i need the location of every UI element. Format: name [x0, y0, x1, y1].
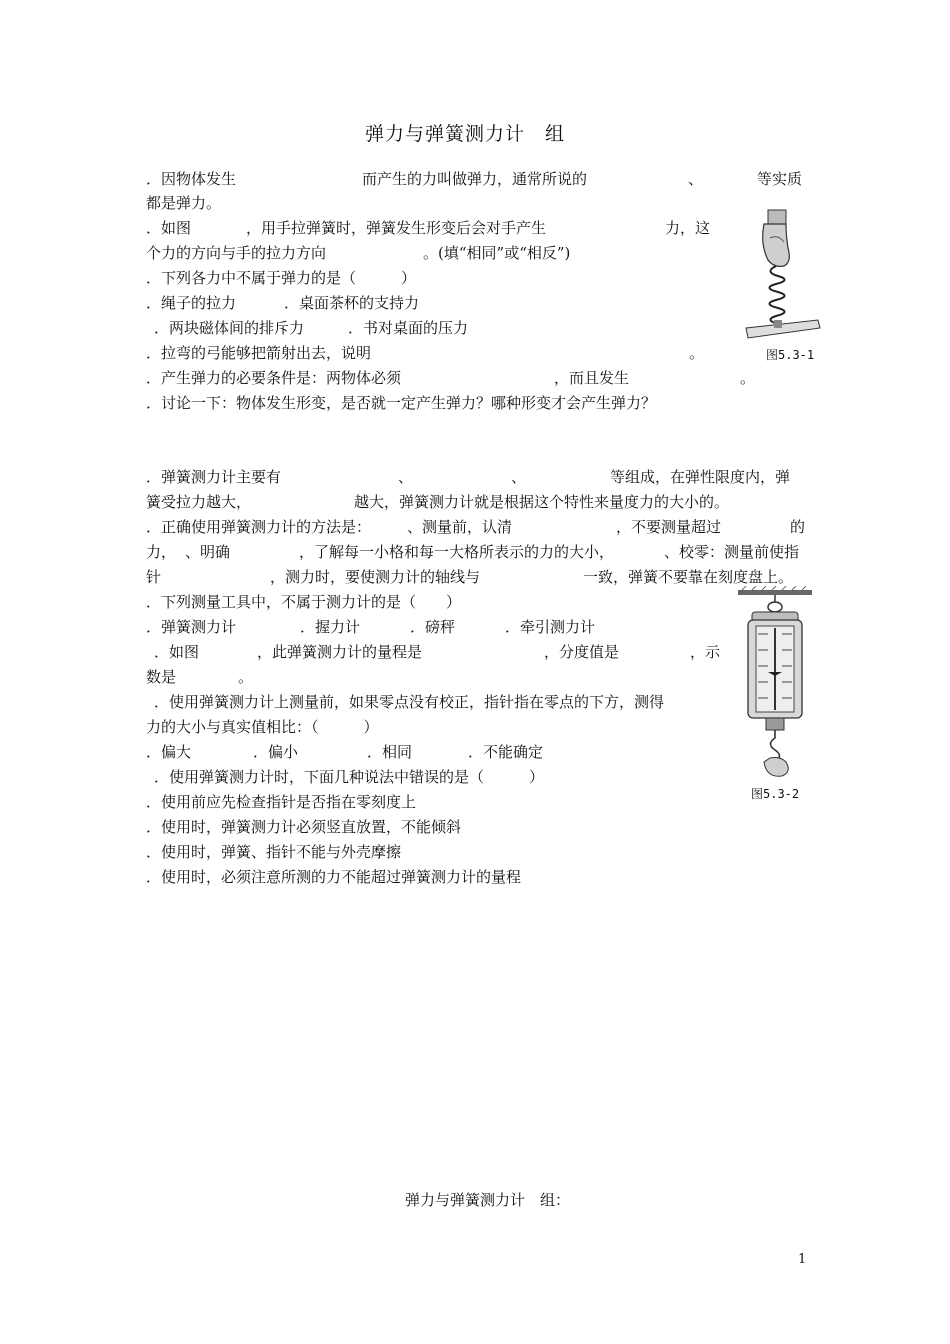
q1-text-e: 都是弹力。 [146, 194, 222, 212]
q6-text: ．讨论一下：物体发生形变，是否就一定产生弹力？哪种形变才会产生弹力？ [146, 394, 657, 412]
q3-option-b: ．桌面茶杯的支持力 [284, 294, 420, 312]
q5-text-b: ，而且发生 [554, 369, 630, 387]
q7-text-d: 等组成，在弹性限度内，弹 [610, 468, 791, 486]
q11-option-b: ．偏小 [253, 743, 299, 761]
footer-title: 弹力与弹簧测力计 组： [405, 1191, 571, 1209]
q11-stem-line2: 力的大小与真实值相比：（ ） [146, 718, 379, 736]
q8-text-b: 、测量前，认清 [407, 518, 513, 536]
q4-text-a: ．拉弯的弓能够把箭射出去，说明 [146, 344, 372, 362]
q7-text-a: ．弹簧测力计主要有 [146, 468, 282, 486]
q7-text-e: 簧受拉力越大， [146, 493, 252, 511]
q7-text-f: 越大，弹簧测力计就是根据这个特性来量度力的大小的。 [354, 493, 730, 511]
q1-text-b: 而产生的力叫做弹力，通常所说的 [362, 170, 588, 188]
q1-text-a: ．因物体发生 [146, 170, 237, 188]
q12-option-a: ．使用前应先检查指针是否指在零刻度上 [146, 793, 417, 811]
q12-option-b: ．使用时，弹簧测力计必须竖直放置，不能倾斜 [146, 818, 462, 836]
q12-stem: ．使用弹簧测力计时，下面几种说法中错误的是（ ） [154, 768, 545, 786]
q11-option-c: ．相同 [367, 743, 413, 761]
q9-option-d: ．牵引测力计 [505, 618, 596, 636]
spring-scale-figure [736, 586, 814, 782]
q5-text-c: 。 [740, 369, 756, 387]
q8-text-j: ，测力时，要使测力计的轴线与 [270, 568, 481, 586]
q3-option-d: ．书对桌面的压力 [348, 319, 469, 337]
q9-option-a: ．弹簧测力计 [146, 618, 237, 636]
q1-text-c: 、 [688, 170, 704, 188]
figure-5-3-1-caption: 图5.3-1 [766, 348, 815, 362]
q10-text-e: 数是 [146, 668, 177, 686]
q8-text-d: 的 [790, 518, 806, 536]
q10-text-a: ．如图 [154, 643, 200, 661]
q8-text-g: ，了解每一小格和每一大格所表示的力的大小， [299, 543, 615, 561]
q10-text-d: ，示 [690, 643, 721, 661]
q11-option-d: ．不能确定 [468, 743, 544, 761]
q10-text-c: ，分度值是 [544, 643, 620, 661]
q12-option-c: ．使用时，弹簧、指针不能与外壳摩擦 [146, 843, 402, 861]
q11-option-a: ．偏大 [146, 743, 192, 761]
q8-text-e: 力， [146, 543, 177, 561]
q11-stem-line1: ．使用弹簧测力计上测量前，如果零点没有校正，指针指在零点的下方，测得 [154, 693, 665, 711]
q2-text-b: ，用手拉弹簧时，弹簧发生形变后会对手产生 [246, 219, 547, 237]
q8-text-a: ．正确使用弹簧测力计的方法是： [146, 518, 372, 536]
q7-text-b: 、 [398, 468, 414, 486]
q2-text-a: ．如图 [146, 219, 192, 237]
q2-text-d: 个力的方向与手的拉力方向 [146, 244, 327, 262]
q10-text-b: ，此弹簧测力计的量程是 [257, 643, 423, 661]
q8-text-h: 、校零：测量前使指 [664, 543, 800, 561]
q12-option-d: ．使用时，必须注意所测的力不能超过弹簧测力计的量程 [146, 868, 522, 886]
page-number: 1 [798, 1252, 807, 1267]
q5-text-a: ．产生弹力的必要条件是：两物体必须 [146, 369, 402, 387]
q8-text-c: ，不要测量超过 [616, 518, 722, 536]
q2-text-c: 力，这 [665, 219, 711, 237]
hand-spring-figure [738, 208, 822, 348]
q8-text-i: 针 [146, 568, 162, 586]
q1-text-d: 等实质 [757, 170, 803, 188]
q4-text-b: 。 [689, 344, 705, 362]
q7-text-c: 、 [511, 468, 527, 486]
q3-stem: ．下列各力中不属于弹力的是（ ） [146, 269, 417, 287]
q8-text-k: 一致，弹簧不要靠在刻度盘上。 [583, 568, 794, 586]
q2-text-e: 。(填“相同”或“相反”) [423, 244, 571, 262]
q9-option-b: ．握力计 [300, 618, 361, 636]
q3-option-a: ．绳子的拉力 [146, 294, 237, 312]
q10-text-f: 。 [238, 668, 254, 686]
q8-text-f: 、明确 [185, 543, 231, 561]
q9-option-c: ．磅秤 [410, 618, 456, 636]
q3-option-c: ．两块磁体间的排斥力 [154, 319, 305, 337]
page-title: 弹力与弹簧测力计 组 [365, 123, 566, 145]
figure-5-3-2-caption: 图5.3-2 [751, 787, 800, 801]
q9-stem: ．下列测量工具中，不属于测力计的是（ ） [146, 593, 462, 611]
